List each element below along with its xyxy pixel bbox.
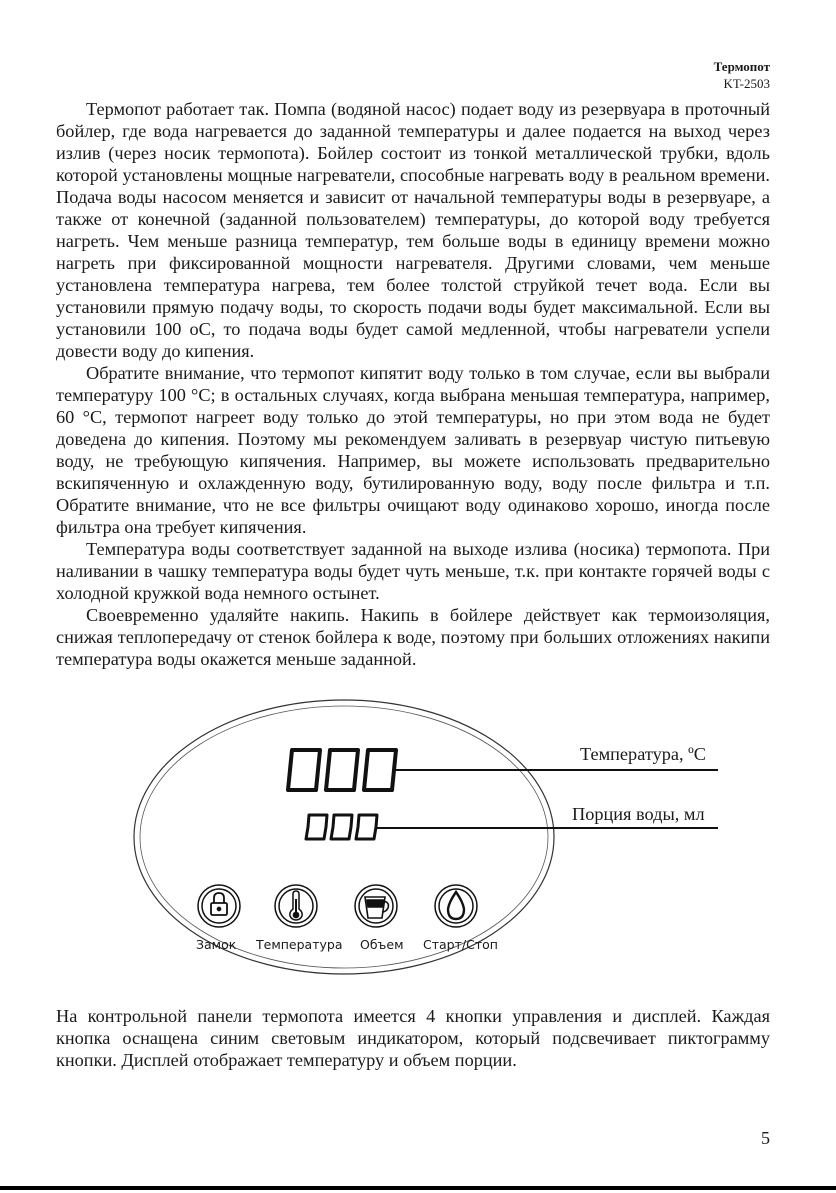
lock-button-label: Замок: [196, 937, 237, 952]
thermometer-button: [275, 885, 317, 927]
caption-text: На контрольной панели термопота имеется 4 кнопки управления и дисплей. Каждая кнопка оснащена синим световым индикатором, который подсвечивает пиктограмму кнопки. Дисплей отображает температуру и объем порции.: [56, 1006, 770, 1070]
page-number: 5: [761, 1128, 770, 1148]
volume-button: [355, 885, 397, 927]
body-text: [56, 98, 770, 670]
temperature-callout: Температура, ºС: [580, 744, 706, 764]
paragraph: Своевременно удаляйте накипь. Накипь в бойлере действует как термоизоляция, снижая теплопередачу от стенок бойлера к воде, поэтому при больших отложениях накипи температура воды окажется меньше заданной.: [56, 605, 770, 669]
panel-outline: [134, 700, 554, 974]
portion-callout: Порция воды, мл: [572, 804, 705, 824]
header-brand: Термопот: [713, 59, 770, 74]
start-stop-button-label: Старт/Стоп: [423, 937, 498, 952]
bottom-rule: [0, 1186, 836, 1190]
panel-caption: [56, 1005, 770, 1071]
paragraph: Термопот работает так. Помпа (водяной насос) подает воду из резервуара в проточный бойлер, где вода нагревается до заданной температуры и далее подается на выход через излив (через носик термопота). Бойлер состоит из тонкой металлической трубки, вдоль которой установлены мощные нагреватели, способные нагревать воду в реальном времени. Подача воды насосом меняется и зависит от начальной температуры воды в резервуаре, а также от конечной (заданной пользователем) температуры, до которой воду требуется нагреть. Чем меньше разница температур, тем больше воды в единицу времени можно нагреть при фиксированной мощности нагревателя. Другими словами, чем меньше установлена температура нагрева, тем более толстой струйкой течет вода. Если вы установили прямую подачу воды, то скорость подачи воды будет максимальной. Если вы установили 100 oC, то подача воды будет самой медленной, чтобы нагреватели успели довести воду до кипения.: [56, 99, 770, 361]
panel-outline-inner: [140, 706, 548, 968]
page-header: [714, 58, 770, 92]
header-model: KT-2503: [723, 76, 770, 91]
start-stop-button: [435, 885, 477, 927]
portion-display: [306, 815, 377, 839]
paragraph: Обратите внимание, что термопот кипятит воду только в том случае, если вы выбрали температуру 100 °C; в остальных случаях, когда выбрана меньшая температура, например, 60 °C, термопот нагреет воду только до этой температуры, но при этом вода не будет доведена до кипения. Поэтому мы рекомендуем заливать в резервуар чистую питьевую воду, не требующую кипячения. Например, вы можете использовать предварительно вскипяченную и охлажденную воду, бутилированную воду, воду после фильтра и т.п. Обратите внимание, что не все фильтры очищают воду одинаково хорошо, иногда после фильтра она требует кипячения.: [56, 363, 770, 537]
volume-button-label: Объем: [360, 937, 404, 952]
control-panel-diagram: [120, 690, 720, 985]
temperature-button-label: Температура: [256, 937, 343, 952]
lock-button: [198, 885, 240, 927]
paragraph: Температура воды соответствует заданной на выходе излива (носика) термопота. При наливании в чашку температура воды будет чуть меньше, т.к. при контакте горячей воды с холодной кружкой вода немного остынет.: [56, 539, 770, 603]
temperature-display: [288, 750, 396, 790]
